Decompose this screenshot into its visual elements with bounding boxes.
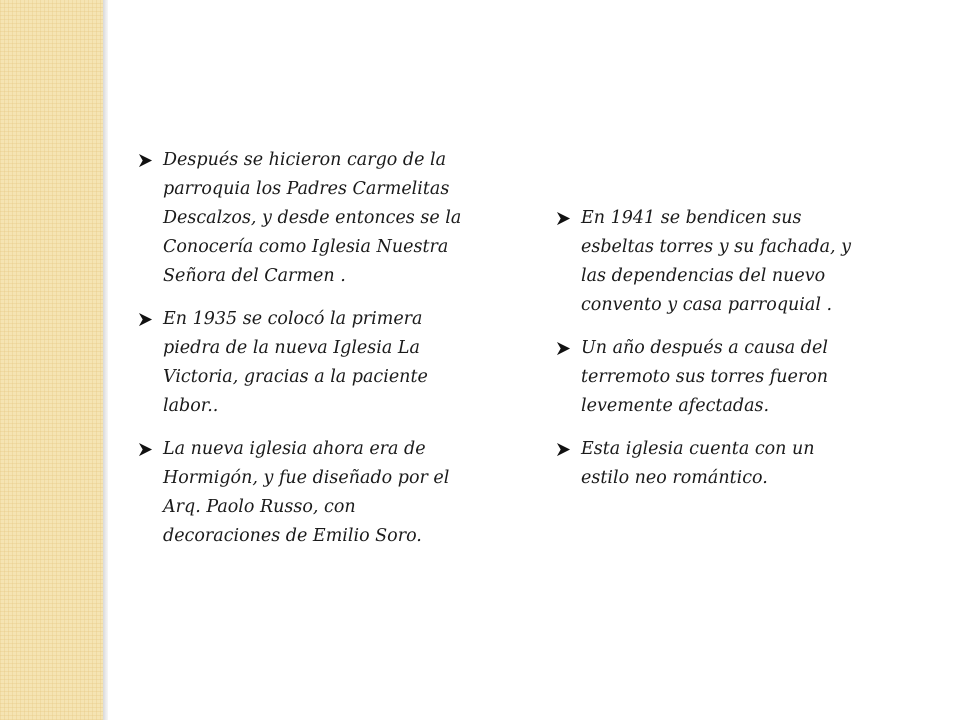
bullet-item	[138, 146, 468, 291]
bullet-text: En 1935 se colocó la primera piedra de la nueva Iglesia La Victoria, gracias a la paciente labor..	[163, 309, 428, 416]
decorative-side-band	[0, 0, 103, 720]
bullet-item	[556, 334, 856, 421]
bullet-item	[138, 435, 468, 551]
right-bullet-column	[556, 204, 856, 507]
arrowhead-bullet-icon	[138, 442, 153, 457]
arrowhead-bullet-icon	[138, 312, 153, 327]
arrowhead-bullet-icon	[138, 153, 153, 168]
bullet-text: Un año después a causa del terremoto sus torres fueron levemente afectadas.	[581, 338, 829, 416]
bullet-text: La nueva iglesia ahora era de Hormigón, y fue diseñado por el Arq. Paolo Russo, con decoraciones de Emilio Soro.	[163, 439, 450, 546]
side-band-shadow	[103, 0, 108, 720]
bullet-text: Después se hicieron cargo de la parroquia los Padres Carmelitas Descalzos, y desde entonces se la Conocería como Iglesia Nuestra Señora del Carmen .	[163, 150, 462, 286]
arrowhead-bullet-icon	[556, 211, 571, 226]
bullet-text: Esta iglesia cuenta con un estilo neo romántico.	[581, 439, 815, 488]
arrowhead-bullet-icon	[556, 341, 571, 356]
bullet-item	[556, 435, 856, 493]
left-bullet-column	[138, 146, 468, 565]
bullet-item	[138, 305, 468, 421]
arrowhead-bullet-icon	[556, 442, 571, 457]
bullet-text: En 1941 se bendicen sus esbeltas torres y su fachada, y las dependencias del nuevo convento y casa parroquial .	[581, 208, 852, 315]
bullet-item	[556, 204, 856, 320]
